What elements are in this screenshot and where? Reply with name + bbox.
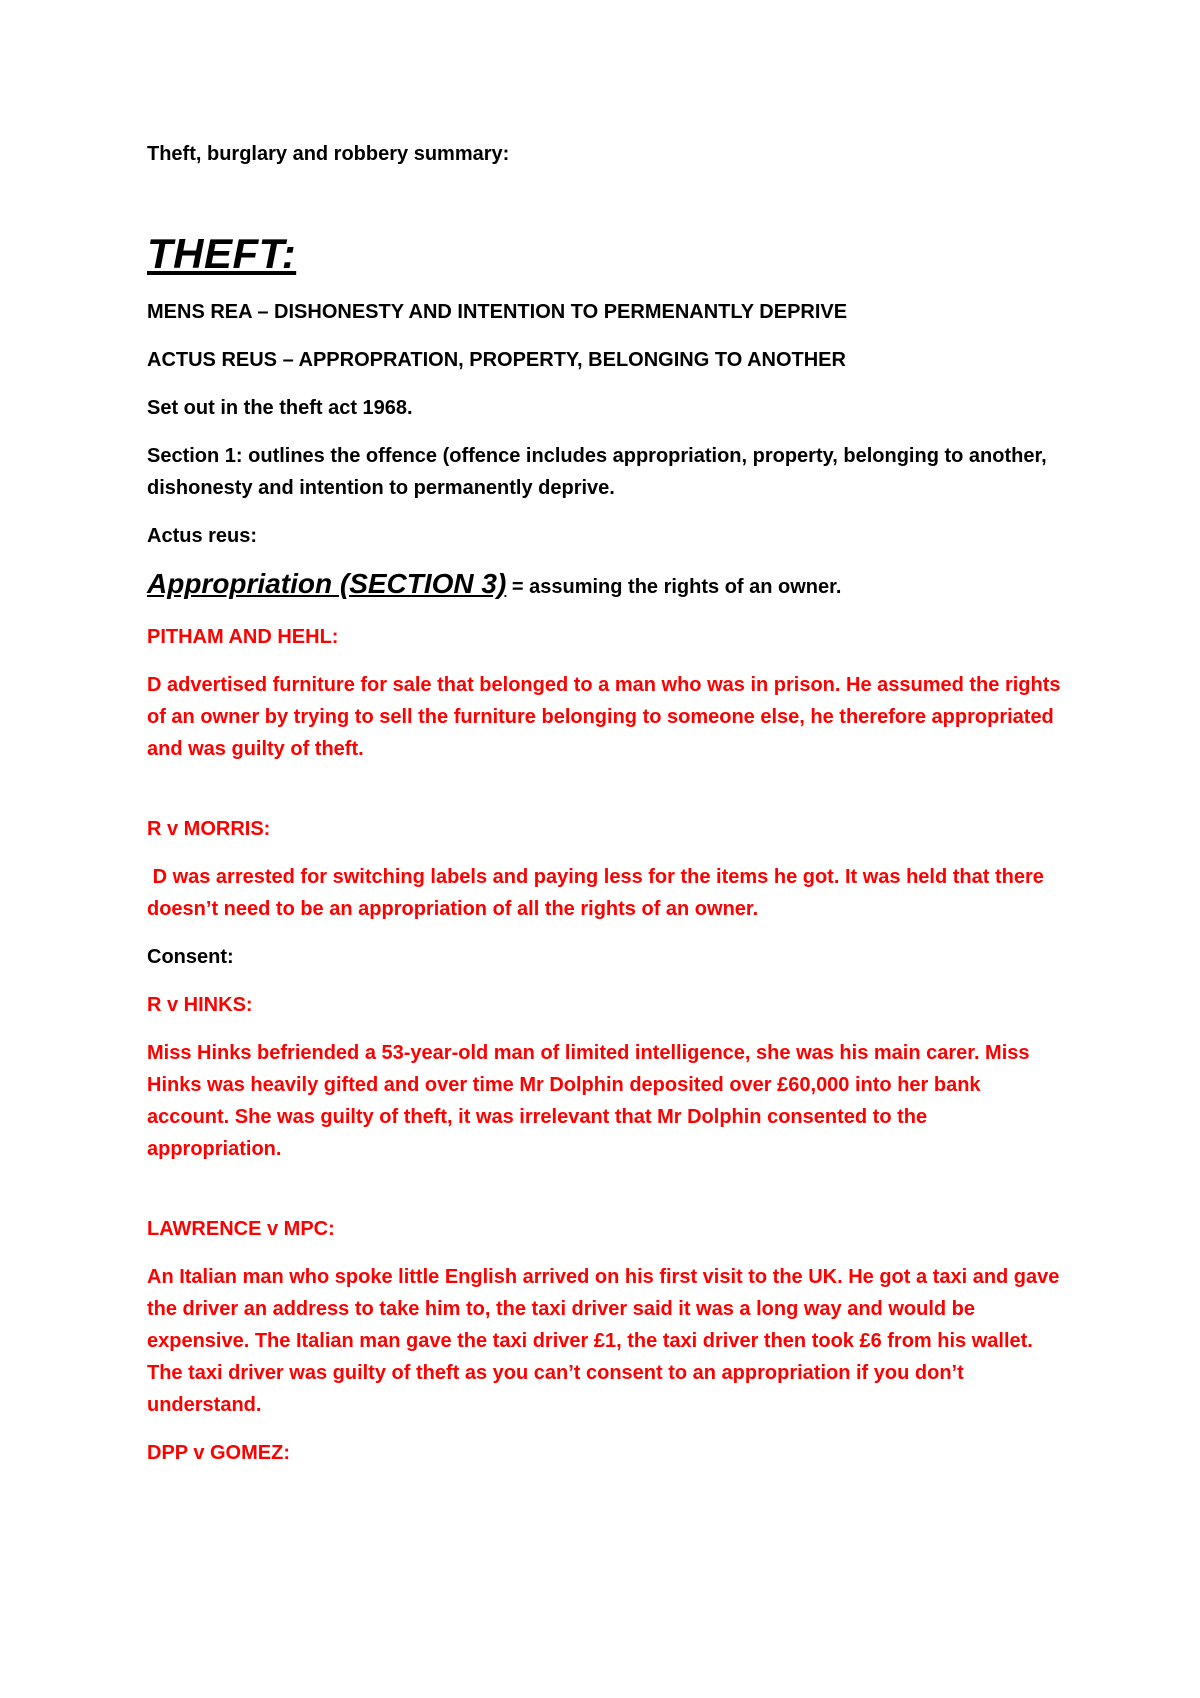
- case-name-gomez: DPP v GOMEZ:: [147, 1442, 290, 1464]
- document-body: [147, 138, 1067, 1469]
- actus-reus-line: ACTUS REUS – APPROPRATION, PROPERTY, BELONGING TO ANOTHER: [147, 349, 846, 371]
- mens-rea-line: MENS REA – DISHONESTY AND INTENTION TO PERMENANTLY DEPRIVE: [147, 301, 848, 323]
- case-text-morris: D was arrested for switching labels and paying less for the items he got. It was held that there doesn’t need to be an appropriation of all the rights of an owner.: [147, 866, 1050, 920]
- appropriation-heading: Appropriation (SECTION 3): [147, 568, 507, 599]
- consent-label: Consent:: [147, 946, 234, 968]
- theft-act-line: Set out in the theft act 1968.: [147, 397, 413, 419]
- appropriation-line: [147, 568, 1067, 603]
- theft-heading: THEFT:: [147, 230, 297, 277]
- actus-reus-label: Actus reus:: [147, 525, 258, 547]
- case-text-hinks: Miss Hinks befriended a 53-year-old man of limited intelligence, she was his main carer. Miss Hinks was heavily gifted and over time Mr Dolphin deposited over £60,000 into her bank account. She was guilty of theft, it was irrelevant that Mr Dolphin consented to the appropriation.: [147, 1042, 1030, 1160]
- case-text-lawrence: An Italian man who spoke little English arrived on his first visit to the UK. He got a taxi and gave the driver an address to take him to, the taxi driver said it was a long way and would be expensive. The Italian man gave the taxi driver £1, the taxi driver then took £6 from his wallet. The taxi driver was guilty of theft as you can’t consent to an appropriation if you don’t understand.: [147, 1266, 1060, 1416]
- appropriation-definition: = assuming the rights of an owner.: [506, 576, 842, 598]
- section-1-paragraph: Section 1: outlines the offence (offence includes appropriation, property, belonging to another, dishonesty and intention to permanently deprive.: [147, 445, 1047, 499]
- case-name-hinks: R v HINKS:: [147, 994, 253, 1016]
- document-title: Theft, burglary and robbery summary:: [147, 143, 510, 165]
- case-name-lawrence: LAWRENCE v MPC:: [147, 1218, 335, 1240]
- case-name-morris: R v MORRIS:: [147, 818, 271, 840]
- case-text-pitham: D advertised furniture for sale that belonged to a man who was in prison. He assumed the rights of an owner by trying to sell the furniture belonging to someone else, he therefore appropriated and was guilty of theft.: [147, 674, 1061, 760]
- case-name-pitham: PITHAM AND HEHL:: [147, 626, 339, 648]
